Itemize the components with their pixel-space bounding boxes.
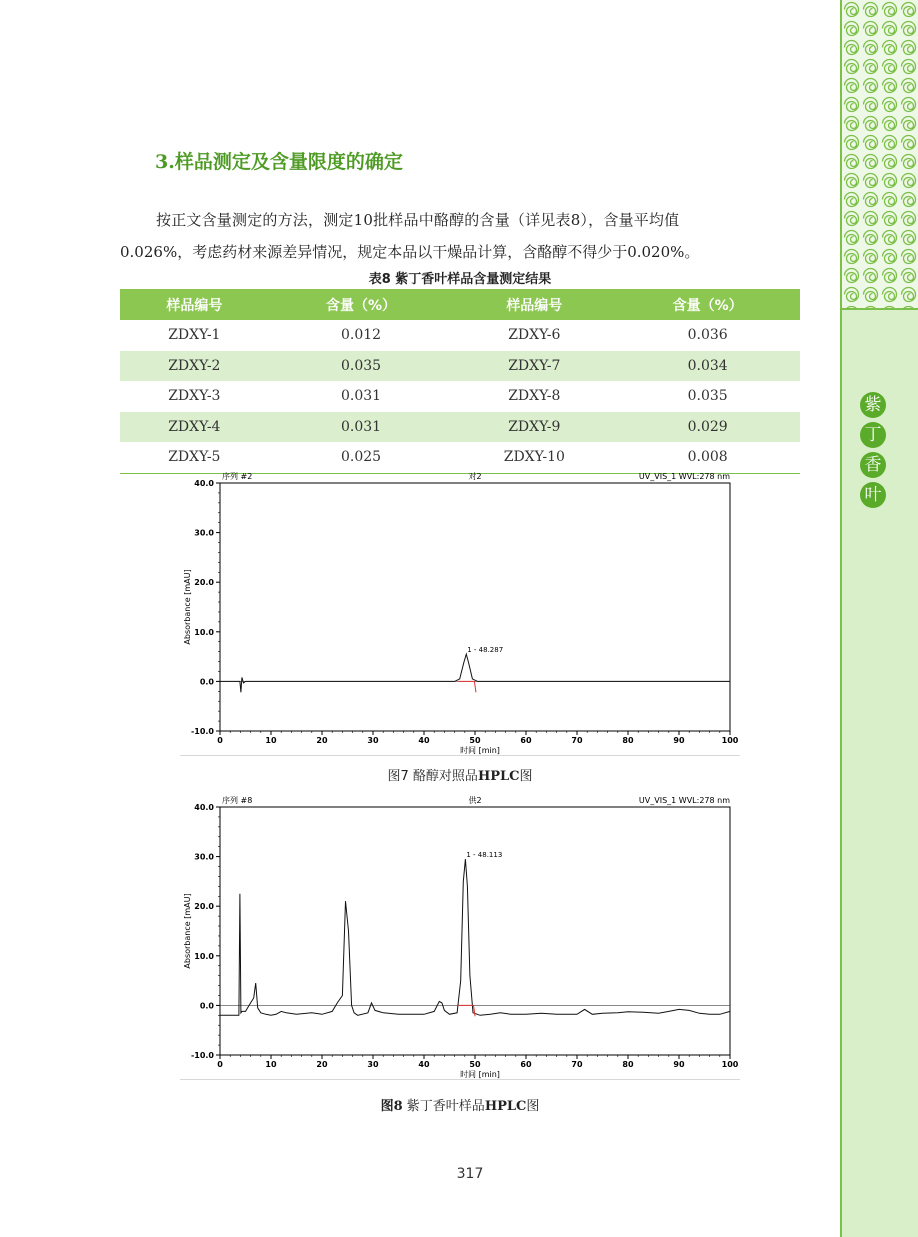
y-tick-label: -10.0 (190, 1051, 214, 1060)
x-tick-label: 50 (469, 1060, 481, 1069)
body-paragraph (120, 204, 800, 268)
x-tick-label: 90 (673, 1060, 685, 1069)
side-title-char: 丁 (860, 422, 886, 448)
table-row (120, 320, 800, 351)
x-tick-label: 10 (265, 736, 277, 745)
x-tick-label: 70 (571, 736, 583, 745)
table-cell: ZDXY-6 (508, 327, 561, 344)
y-tick-label: 30.0 (194, 528, 214, 538)
y-tick-label: 20.0 (194, 902, 214, 912)
x-tick-label: 50 (469, 736, 481, 745)
header-left-label: 序列 #8 (222, 796, 253, 805)
y-axis-label: Absorbance [mAU] (183, 569, 192, 645)
header-right-label: UV_VIS_1 WVL:278 nm (638, 472, 730, 481)
integration-mark (474, 1005, 476, 1016)
caption-number: 图8 (380, 1099, 403, 1114)
caption-text: 紫丁香叶样品 (406, 1099, 485, 1114)
column-header: 含量（%） (615, 289, 800, 320)
chromatogram-chart (180, 467, 740, 755)
chromatogram-figure-7 (180, 467, 740, 756)
table-cell: ZDXY-8 (508, 388, 561, 405)
chromatogram-figure-8 (180, 791, 740, 1080)
x-tick-label: 40 (418, 736, 430, 745)
paragraph-line: 0.026%，考虑药材来源差异情况，规定本品以干燥品计算，含酪醇不得少于0.020%。 (120, 243, 700, 261)
x-axis-label: 时间 [min] (460, 746, 500, 755)
x-tick-label: 80 (622, 736, 634, 745)
table-cell: 0.012 (340, 327, 382, 344)
integration-mark (474, 681, 476, 692)
caption-end: 图 (519, 769, 533, 784)
table-cell: 0.035 (687, 388, 728, 405)
y-tick-label: 0.0 (199, 1001, 214, 1011)
x-axis-label: 时间 [min] (460, 1070, 500, 1079)
table-cell: ZDXY-2 (120, 351, 269, 382)
table-header-row (120, 289, 800, 320)
side-pattern (842, 0, 918, 310)
table-cell: 0.036 (687, 327, 728, 344)
paragraph-line: 按正文含量测定的方法，测定10批样品中酪醇的含量（详见表8），含量平均值 (156, 211, 680, 229)
table-cell: 0.031 (340, 388, 382, 405)
table-cell: 0.035 (269, 351, 454, 382)
figure-caption-7 (180, 765, 740, 784)
column-header: 含量（%） (269, 289, 454, 320)
x-tick-label: 0 (217, 1060, 223, 1069)
table-cell: 0.008 (615, 442, 800, 473)
peak-label: 1 - 48.287 (467, 646, 504, 655)
x-tick-label: 20 (316, 1060, 328, 1069)
table-row (120, 351, 800, 382)
plot-frame (220, 483, 730, 731)
y-tick-label: 30.0 (194, 852, 214, 862)
plot-frame (220, 807, 730, 1055)
side-title-char: 叶 (860, 482, 886, 508)
column-header: 样品编号 (120, 289, 269, 320)
header-left-label: 序列 #2 (222, 472, 253, 481)
table-row (120, 381, 800, 412)
peak-label: 1 - 48.113 (466, 851, 503, 860)
caption-end: 图 (526, 1099, 540, 1114)
table-cell: 0.031 (269, 412, 454, 443)
chart-title: 对2 (468, 472, 482, 481)
table-cell: 0.034 (615, 351, 800, 382)
chromatogram-trace (220, 859, 730, 1015)
x-tick-label: 100 (721, 1060, 739, 1069)
y-tick-label: 0.0 (199, 677, 214, 687)
x-tick-label: 20 (316, 736, 328, 745)
section-title: 3.样品测定及含量限度的确定 (155, 151, 403, 173)
results-table (120, 289, 800, 474)
y-tick-label: 10.0 (194, 627, 214, 637)
x-tick-label: 30 (367, 1060, 379, 1069)
table-caption: 表8 紫丁香叶样品含量测定结果 (368, 272, 552, 287)
table-cell: 0.029 (615, 412, 800, 443)
caption-bold: HPLC (484, 1099, 527, 1114)
table-cell: ZDXY-10 (453, 442, 615, 473)
chart-title: 供2 (468, 796, 482, 805)
x-tick-label: 90 (673, 736, 685, 745)
table-row (120, 412, 800, 443)
x-tick-label: 10 (265, 1060, 277, 1069)
x-tick-label: 60 (520, 1060, 532, 1069)
caption-number: 图7 (387, 769, 409, 784)
x-tick-label: 0 (217, 736, 223, 745)
x-tick-label: 40 (418, 1060, 430, 1069)
header-right-label: UV_VIS_1 WVL:278 nm (638, 796, 730, 805)
y-axis-label: Absorbance [mAU] (183, 893, 192, 969)
table-cell: ZDXY-9 (453, 412, 615, 443)
swirl-pattern-icon (842, 0, 918, 308)
x-tick-label: 30 (367, 736, 379, 745)
y-tick-label: -10.0 (190, 727, 214, 736)
y-tick-label: 20.0 (194, 578, 214, 588)
x-tick-label: 100 (721, 736, 739, 745)
chromatogram-chart (180, 791, 740, 1079)
table-cell: 0.025 (269, 442, 454, 473)
caption-text: 酪醇对照品 (412, 769, 478, 784)
x-tick-label: 60 (520, 736, 532, 745)
x-tick-label: 80 (622, 1060, 634, 1069)
side-title-char: 紫 (860, 392, 886, 418)
x-tick-label: 70 (571, 1060, 583, 1069)
y-tick-label: 40.0 (194, 479, 214, 488)
caption-bold: HPLC (477, 769, 520, 784)
table-cell: ZDXY-7 (453, 351, 615, 382)
side-title-char: 香 (860, 452, 886, 478)
y-tick-label: 10.0 (194, 951, 214, 961)
side-title (860, 392, 886, 508)
table-cell: ZDXY-1 (168, 327, 221, 344)
table-cell: ZDXY-4 (120, 412, 269, 443)
column-header: 样品编号 (453, 289, 615, 320)
table-cell: ZDXY-5 (120, 442, 269, 473)
figure-caption-8 (180, 1095, 740, 1114)
y-tick-label: 40.0 (194, 803, 214, 812)
page-number: 317 (456, 1166, 484, 1182)
table-cell: ZDXY-3 (168, 388, 221, 405)
